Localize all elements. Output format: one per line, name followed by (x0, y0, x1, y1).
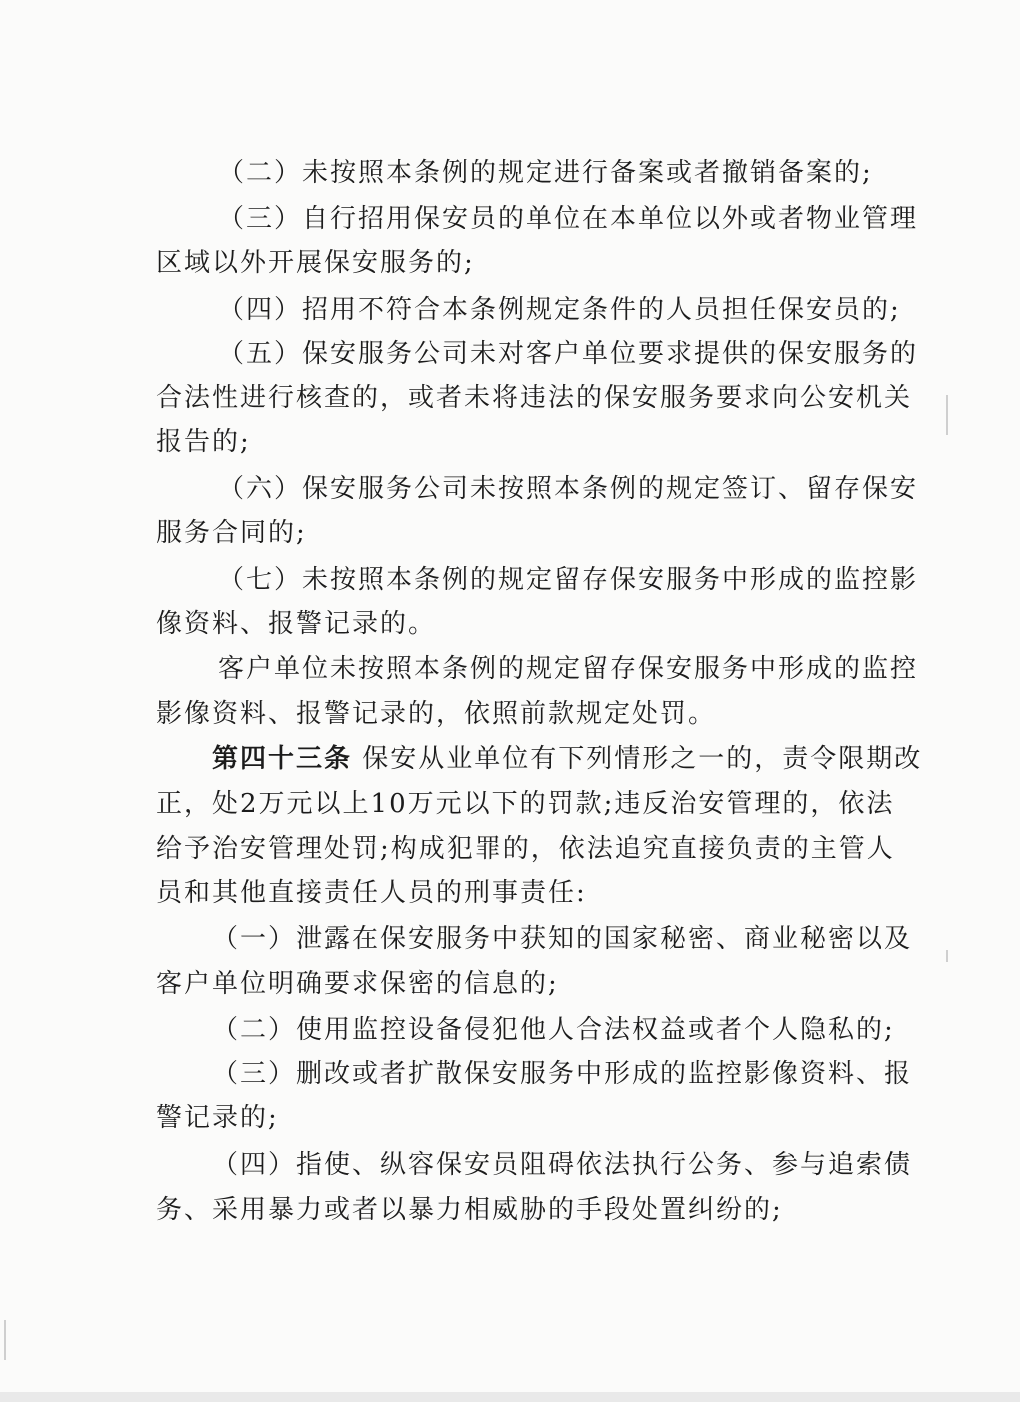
text-line: 客户单位未按照本条例的规定留存保安服务中形成的监控 (218, 654, 919, 684)
text-line: （三）删改或者扩散保安服务中形成的监控影像资料、报 (212, 1059, 913, 1089)
text-line: 合法性进行核查的，或者未将违法的保安服务要求向公安机关 (156, 383, 913, 413)
text-line: （二）使用监控设备侵犯他人合法权益或者个人隐私的; (212, 1015, 895, 1045)
article-line (212, 738, 922, 775)
text-line: 务、采用暴力或者以暴力相威胁的手段处置纠纷的; (156, 1195, 783, 1225)
text-line: （一）泄露在保安服务中获知的国家秘密、商业秘密以及 (212, 924, 913, 954)
text-line: （三）自行招用保安员的单位在本单位以外或者物业管理 (218, 204, 919, 234)
article-text: 保安从业单位有下列情形之一的，责令限期改 (362, 744, 923, 774)
text-line: 影像资料、报警记录的，依照前款规定处罚。 (156, 699, 717, 729)
text-line: 服务合同的; (156, 518, 307, 548)
text-line: 员和其他直接责任人员的刑事责任: (156, 878, 587, 908)
text-line: 像资料、报警记录的。 (156, 609, 437, 639)
text-line: 警记录的; (156, 1103, 279, 1133)
text-line: （四）指使、纵容保安员阻碍依法执行公务、参与追索债 (212, 1150, 913, 1180)
text-line: （二）未按照本条例的规定进行备案或者撤销备案的; (218, 158, 873, 188)
text-line: （五）保安服务公司未对客户单位要求提供的保安服务的 (218, 339, 919, 369)
text-line: （七）未按照本条例的规定留存保安服务中形成的监控影 (218, 565, 919, 595)
reverse-side-bleed (120, 156, 140, 176)
article-heading: 第四十三条 (212, 744, 353, 774)
text-line: （四）招用不符合本条例规定条件的人员担任保安员的; (218, 295, 901, 325)
scan-edge-mark (4, 1320, 6, 1360)
scan-edge-mark (946, 395, 948, 435)
text-line: 报告的; (156, 427, 251, 457)
text-line: 区域以外开展保安服务的; (156, 248, 475, 278)
text-line: （六）保安服务公司未按照本条例的规定签订、留存保安 (218, 474, 919, 504)
text-line: 给予治安管理处罚;构成犯罪的，依法追究直接负责的主管人 (156, 834, 895, 864)
scan-bottom-edge (0, 1392, 1020, 1402)
text-line: 正，处2万元以上10万元以下的罚款;违反治安管理的，依法 (156, 789, 895, 819)
text-line: 客户单位明确要求保密的信息的; (156, 969, 559, 999)
scan-edge-mark (946, 950, 948, 962)
